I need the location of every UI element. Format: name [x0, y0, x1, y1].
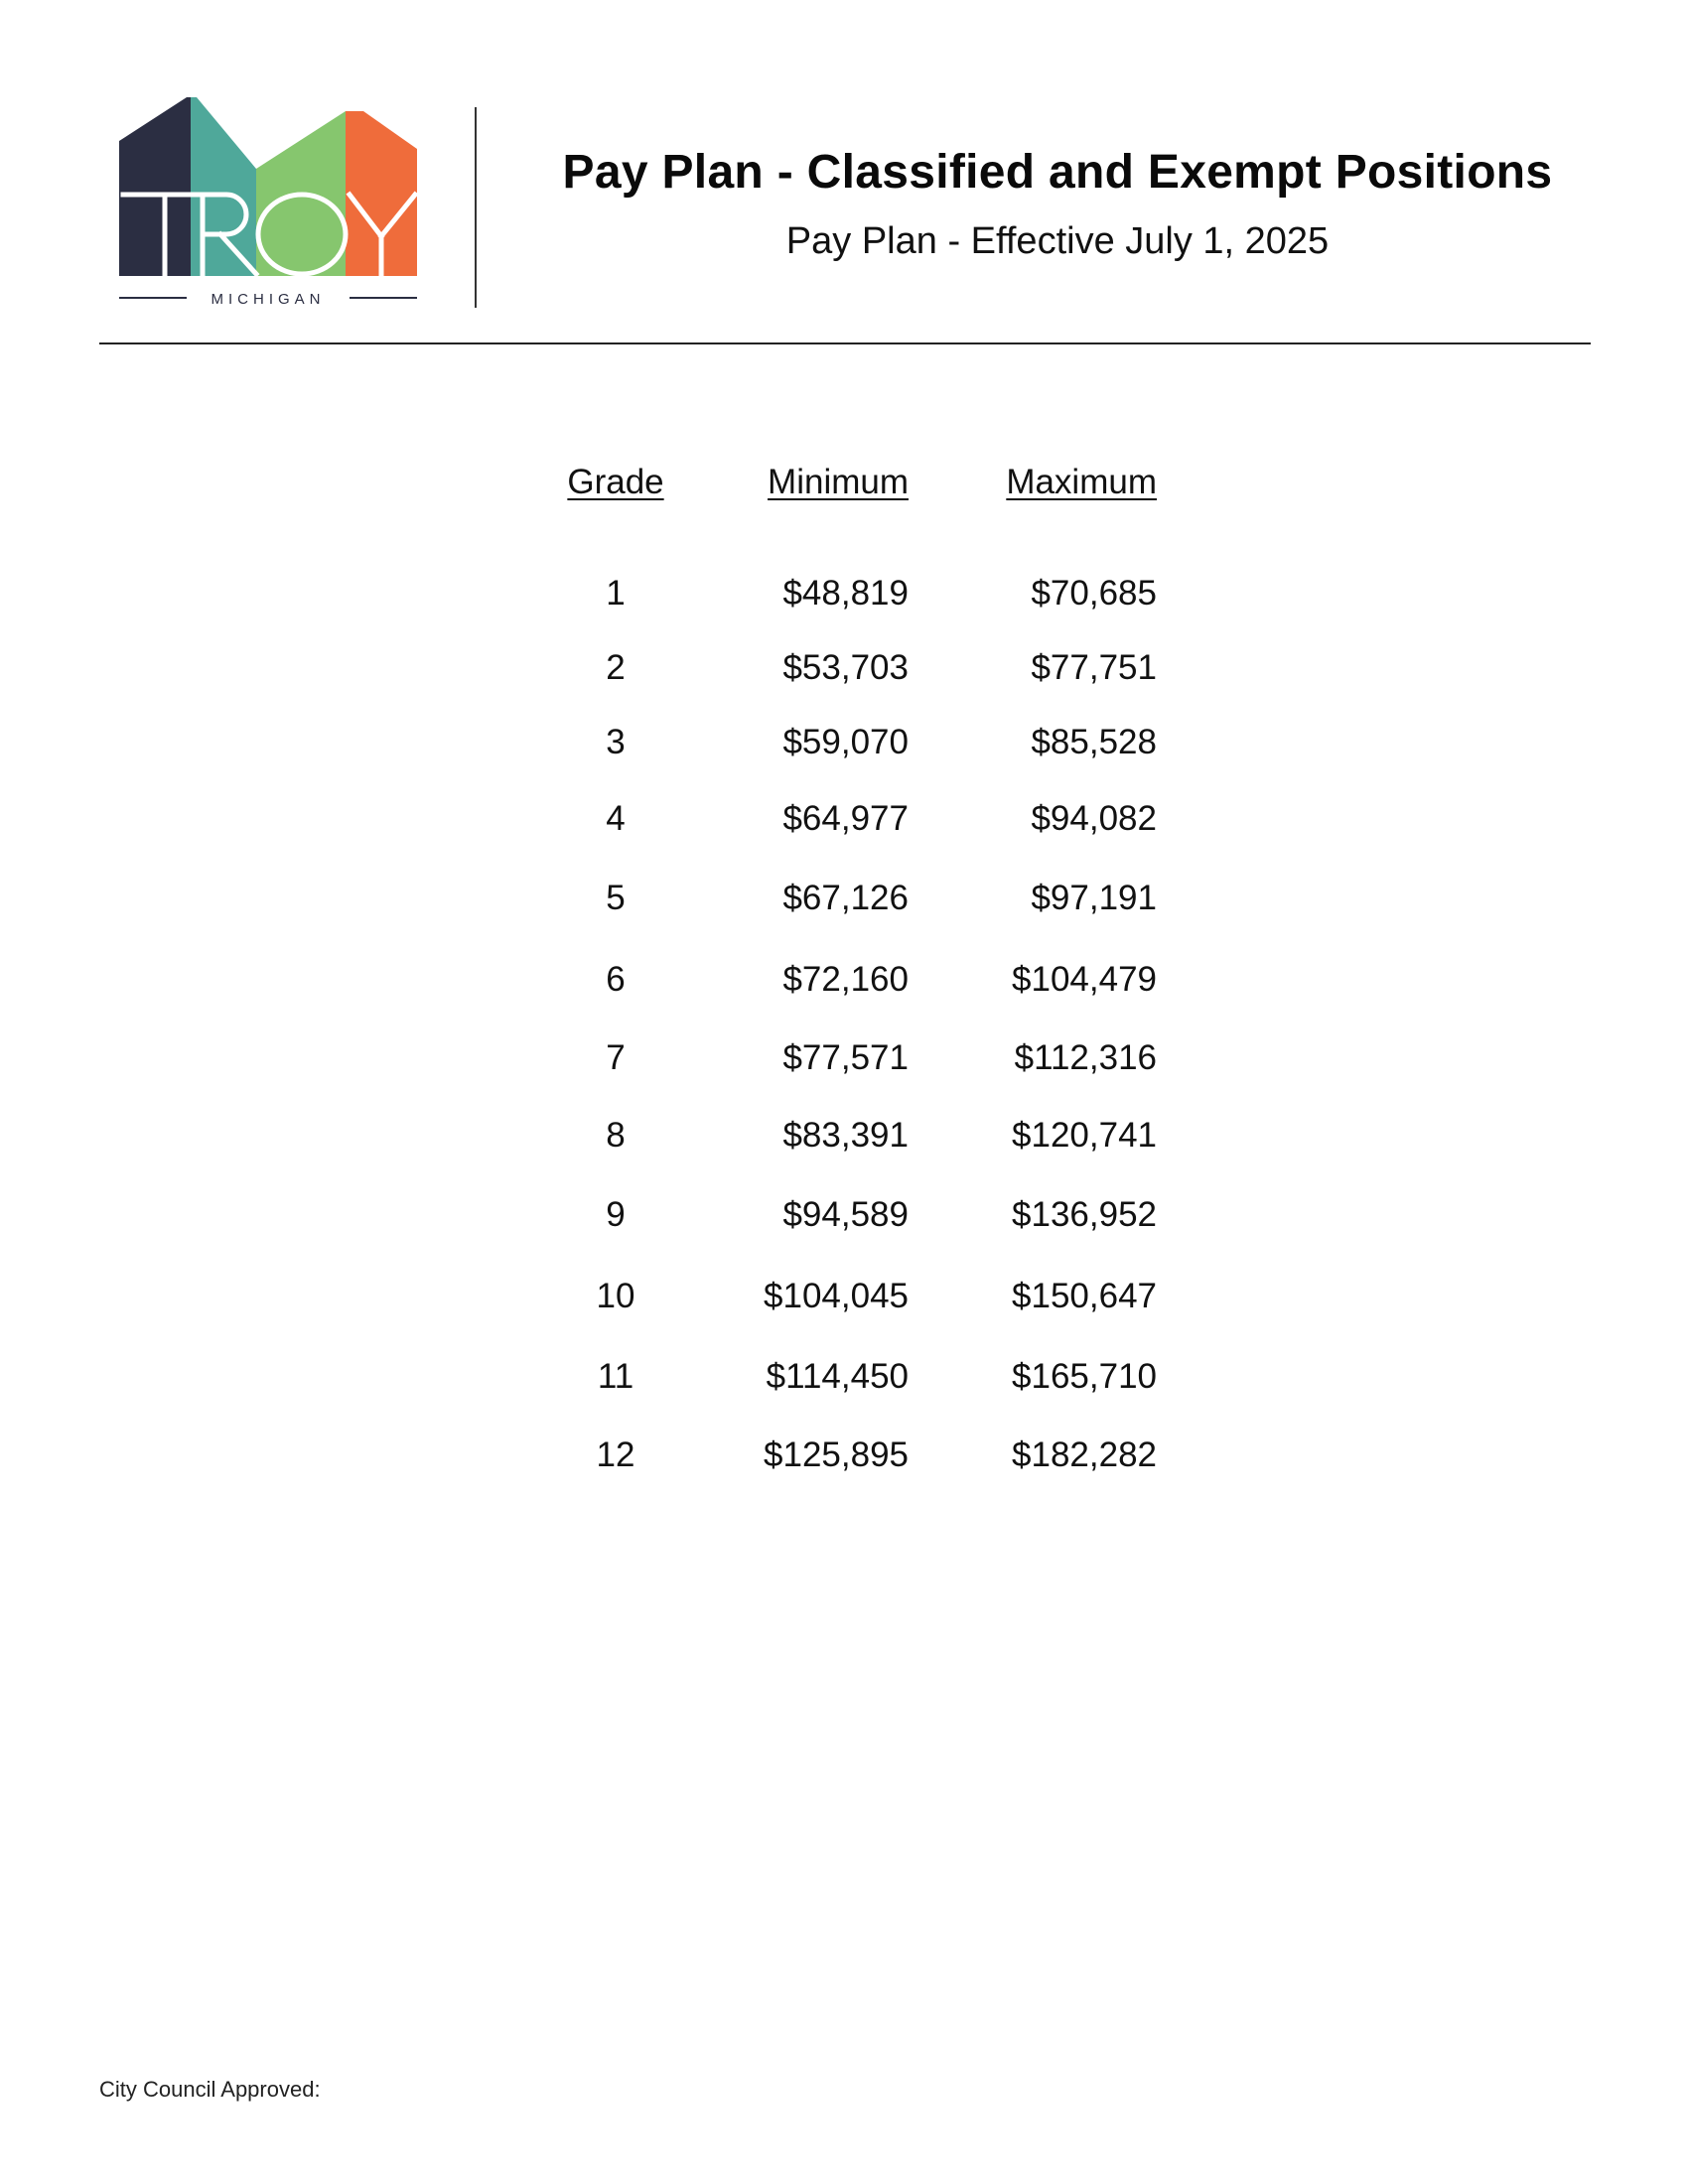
troy-michigan-logo: [119, 97, 422, 308]
minimum-cell: $77,571: [782, 1038, 909, 1077]
minimum-cell: $125,895: [764, 1435, 909, 1474]
grade-cell: 6: [606, 960, 626, 999]
logo-navy-block: [119, 97, 191, 276]
table-row: [0, 879, 1688, 922]
column-header-grade: Grade: [567, 463, 664, 501]
table-row: [0, 723, 1688, 766]
grade-cell: 10: [596, 1277, 635, 1315]
page-title: Pay Plan - Classified and Exempt Positions: [562, 146, 1553, 199]
column-header-minimum: Minimum: [768, 463, 909, 501]
minimum-cell: $94,589: [782, 1195, 909, 1234]
maximum-cell: $85,528: [1031, 723, 1157, 761]
maximum-cell: $136,952: [1012, 1195, 1157, 1234]
table-row: [0, 1435, 1688, 1479]
approval-label: City Council Approved:: [99, 2077, 321, 2102]
table-row: [0, 1116, 1688, 1160]
maximum-cell: $165,710: [1012, 1357, 1157, 1396]
table-row: [0, 1357, 1688, 1401]
table-row: [0, 799, 1688, 843]
maximum-cell: $182,282: [1012, 1435, 1157, 1474]
grade-cell: 3: [606, 723, 626, 761]
column-header-maximum: Maximum: [1006, 463, 1157, 501]
page-subtitle: Pay Plan - Effective July 1, 2025: [785, 220, 1330, 262]
minimum-cell: $48,819: [782, 574, 909, 613]
grade-cell: 4: [606, 799, 626, 838]
header-rule: [99, 342, 1591, 344]
maximum-cell: $77,751: [1031, 648, 1157, 687]
grade-cell: 2: [606, 648, 626, 687]
logo-wordmark: TROY: [265, 245, 271, 247]
table-row: [0, 1277, 1688, 1320]
grade-cell: 1: [606, 574, 626, 613]
minimum-cell: $64,977: [782, 799, 909, 838]
header-vertical-divider: [475, 107, 477, 308]
maximum-cell: $70,685: [1031, 574, 1157, 613]
minimum-cell: $59,070: [782, 723, 909, 761]
maximum-cell: $150,647: [1012, 1277, 1157, 1315]
table-row: [0, 1195, 1688, 1239]
logo-caption: MICHIGAN: [211, 291, 326, 308]
grade-cell: 5: [606, 879, 626, 917]
grade-cell: 7: [606, 1038, 626, 1077]
maximum-cell: $104,479: [1012, 960, 1157, 999]
table-row: [0, 1038, 1688, 1082]
table-row: [0, 960, 1688, 1004]
minimum-cell: $104,045: [764, 1277, 909, 1315]
minimum-cell: $114,450: [766, 1357, 909, 1396]
grade-cell: 11: [597, 1357, 634, 1396]
minimum-cell: $72,160: [782, 960, 909, 999]
minimum-cell: $53,703: [782, 648, 909, 687]
maximum-cell: $112,316: [1014, 1038, 1157, 1077]
grade-cell: 9: [606, 1195, 626, 1234]
minimum-cell: $67,126: [782, 879, 909, 917]
grade-cell: 12: [596, 1435, 635, 1474]
grade-cell: 8: [606, 1116, 626, 1155]
minimum-cell: $83,391: [782, 1116, 909, 1155]
maximum-cell: $120,741: [1012, 1116, 1157, 1155]
table-row: [0, 574, 1688, 617]
maximum-cell: $97,191: [1031, 879, 1157, 917]
table-row: [0, 648, 1688, 692]
maximum-cell: $94,082: [1031, 799, 1157, 838]
